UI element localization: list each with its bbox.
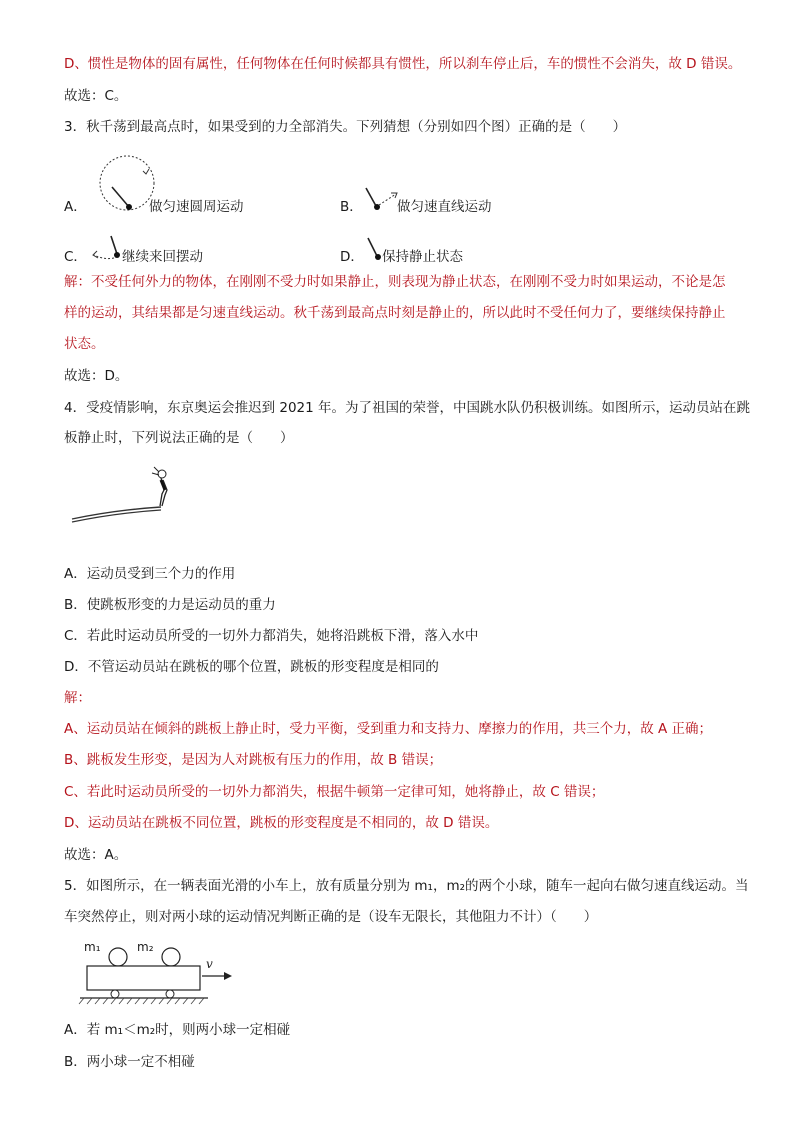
q3-answer: 故选：D。: [64, 368, 129, 384]
q4-solution-b: B、跳板发生形变，是因为人对跳板有压力的作用，故 B 错误；: [64, 752, 443, 768]
q3-solution-line-3: 状态。: [64, 336, 105, 352]
q2-answer: 故选：C。: [64, 88, 128, 104]
q5-stem-line-1: 5．如图所示，在一辆表面光滑的小车上，放有质量分别为 m₁，m₂的两个小球，随车一起向右做匀速直线运动。当: [64, 878, 749, 894]
q4-option-c: C．若此时运动员所受的一切外力都消失，她将沿跳板下滑，落入水中: [64, 628, 479, 644]
q4-stem-line-2: 板静止时，下列说法正确的是（ ）: [64, 430, 294, 446]
q3-option-a-letter: A．: [64, 199, 87, 215]
q5-option-a: A．若 m₁＜m₂时，则两小球一定相碰: [64, 1022, 291, 1038]
q3-option-a-text: 做匀速圆周运动: [149, 199, 244, 215]
q3-option-b-text: 做匀速直线运动: [397, 199, 492, 215]
q4-solution-a: A、运动员站在倾斜的跳板上静止时，受力平衡，受到重力和支持力、摩擦力的作用，共三个力，故 A 正确；: [64, 721, 713, 737]
q4-solution-d: D、运动员站在跳板不同位置，跳板的形变程度是不相同的，故 D 错误。: [64, 815, 499, 831]
q5-option-b: B．两小球一定不相碰: [64, 1054, 195, 1070]
q4-solution-c: C、若此时运动员所受的一切外力都消失，根据牛顿第一定律可知，她将静止，故 C 错误；: [64, 784, 605, 800]
q4-option-a: A．运动员受到三个力的作用: [64, 566, 236, 582]
q4-option-d: D．不管运动员站在跳板的哪个位置，跳板的形变程度是相同的: [64, 659, 439, 675]
q3-option-b-letter: B．: [340, 199, 363, 215]
q3-option-c-text: 继续来回摆动: [122, 249, 203, 265]
q3-option-d-text: 保持静止状态: [382, 249, 463, 265]
q2-solution-d: D、惯性是物体的固有属性，任何物体在任何时候都具有惯性，所以刹车停止后，车的惯性不会消失，故 D 错误。: [64, 56, 742, 72]
q3-figure-line: [366, 186, 400, 212]
q4-option-b: B．使跳板形变的力是运动员的重力: [64, 597, 276, 613]
q5-cart-figure: [78, 938, 248, 1010]
q4-solution-head: 解：: [64, 690, 91, 706]
q3-figure-swing: [90, 234, 120, 264]
q5-stem-line-2: 车突然停止，则对两小球的运动情况判断正确的是（设车无限长，其他阻力不计）（ ）: [64, 909, 598, 925]
q3-figure-circle: [88, 150, 158, 220]
q3-solution-line-1: 解：不受任何外力的物体，在刚刚不受力时如果静止，则表现为静止状态，在刚刚不受力时如果运动，不论是怎: [64, 274, 726, 290]
q4-stem-line-1: 4．受疫情影响，东京奥运会推迟到 2021 年。为了祖国的荣誉，中国跳水队仍积极训练。如图所示，运动员站在跳: [64, 400, 751, 416]
q4-answer: 故选：A。: [64, 847, 128, 863]
q5-figure-label-m2: m₂: [137, 940, 154, 954]
q3-solution-line-2: 样的运动，其结果都是匀速直线运动。秋千荡到最高点时刻是静止的，所以此时不受任何力了，要继续保持静止: [64, 305, 726, 321]
q3-stem: 3．秋千荡到最高点时，如果受到的力全部消失。下列猜想（分别如四个图）正确的是（ ）: [64, 119, 627, 135]
q3-option-c-letter: C．: [64, 249, 87, 265]
q4-diver-figure: [70, 462, 180, 534]
q5-figure-label-m1: m₁: [84, 940, 101, 954]
q3-option-d-letter: D．: [340, 249, 364, 265]
q5-figure-label-v: v: [206, 957, 213, 971]
